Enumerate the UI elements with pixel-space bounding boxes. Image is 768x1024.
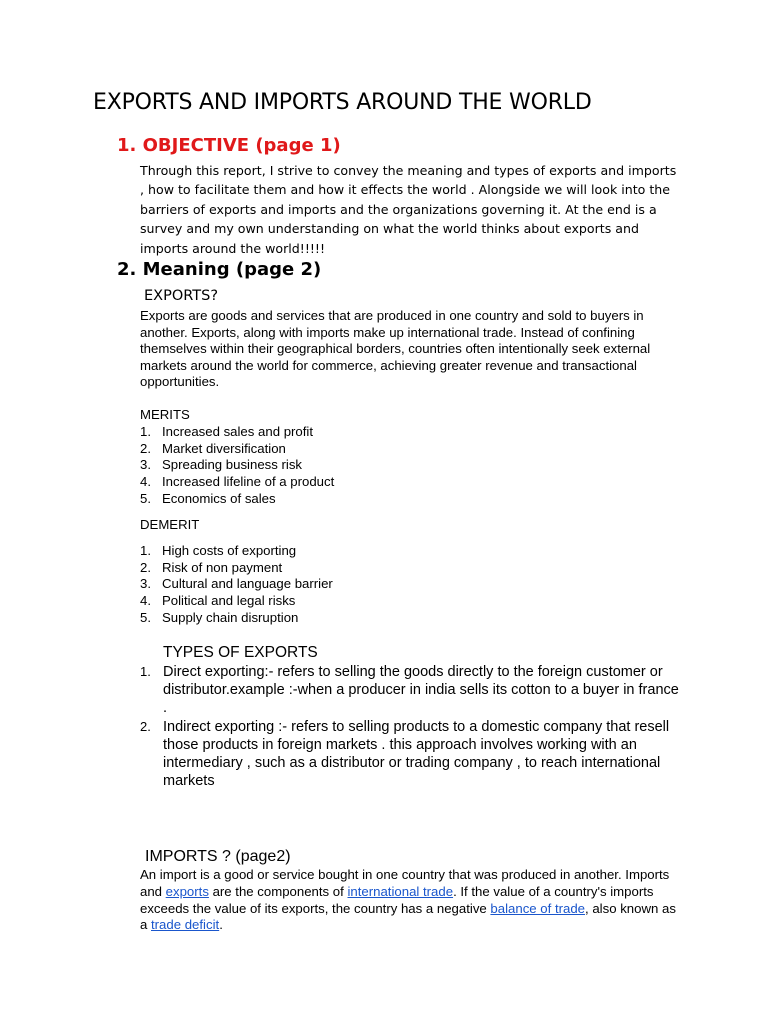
list-item: 2. Risk of non payment [140,559,283,575]
types-of-exports-heading: TYPES OF EXPORTS [163,644,318,661]
list-item: 2. Market diversification [140,440,286,456]
meaning-heading: 2. Meaning (page 2) [117,259,322,280]
list-item: 5. Economics of sales [140,490,276,506]
demerit-list [140,543,333,627]
list-item: 1. High costs of exporting [140,543,297,558]
objective-heading: 1. OBJECTIVE (page 1) [117,135,341,156]
list-item: 2. Indirect exporting :- refers to selling products to a domestic company that resell those products in foreign markets . this approach involves working with an intermediary , such as a distributor or trading company , to reach international markets [140,718,670,790]
list-item: 3. Spreading business risk [140,457,303,473]
list-item: 5. Supply chain disruption [140,609,299,625]
exports-paragraph: Exports are goods and services that are produced in one country and sold to buyers in another. Exports, along with imports make up international trade. Instead of confining themselves within their geographical borders, countries often intentionally seek external markets around the world for commerce, achieving greater revenue and transactional opportunities. [140,308,651,390]
imports-heading: IMPORTS ? (page2) [145,848,291,865]
exports-link[interactable]: exports [165,883,209,899]
objective-paragraph: Through this report, I strive to convey the meaning and types of exports and imports , how to facilitate them and how it effects the world . Alongside we will look into the barriers of exports and imports and the organizations governing it. At the end is a survey and my own understanding on what the world thinks about exports and imports around the world!!!!! [140,163,677,256]
demerit-label: DEMERIT [140,517,200,532]
list-item: 3. Cultural and language barrier [140,576,333,592]
list-item: 4. Political and legal risks [140,593,296,609]
balance-of-trade-link[interactable]: balance of trade [490,900,586,916]
merits-label: MERITS [140,407,190,422]
exports-subheading: EXPORTS? [144,288,219,304]
document-title: EXPORTS AND IMPORTS AROUND THE WORLD [93,90,592,115]
trade-deficit-link[interactable]: trade deficit [151,917,220,933]
list-item: 1. Increased sales and profit [140,424,314,439]
types-of-exports-list [140,663,680,790]
imports-paragraph: An import is a good or service bought in one country that was produced in another. Imports and exports are the components of international trade. If the value of a country's imports exceeds the value of its exports, the country has a negative balance of trade, also known as a trade deficit. [140,867,676,933]
international-trade-link[interactable]: international trade [347,883,454,899]
merits-list [140,424,334,508]
list-item: 4. Increased lifeline of a product [140,474,335,490]
list-item: 1. Direct exporting:- refers to selling the goods directly to the foreign customer or distributor.example :-when a producer in india sells its cotton to a buyer in france . [140,664,679,717]
